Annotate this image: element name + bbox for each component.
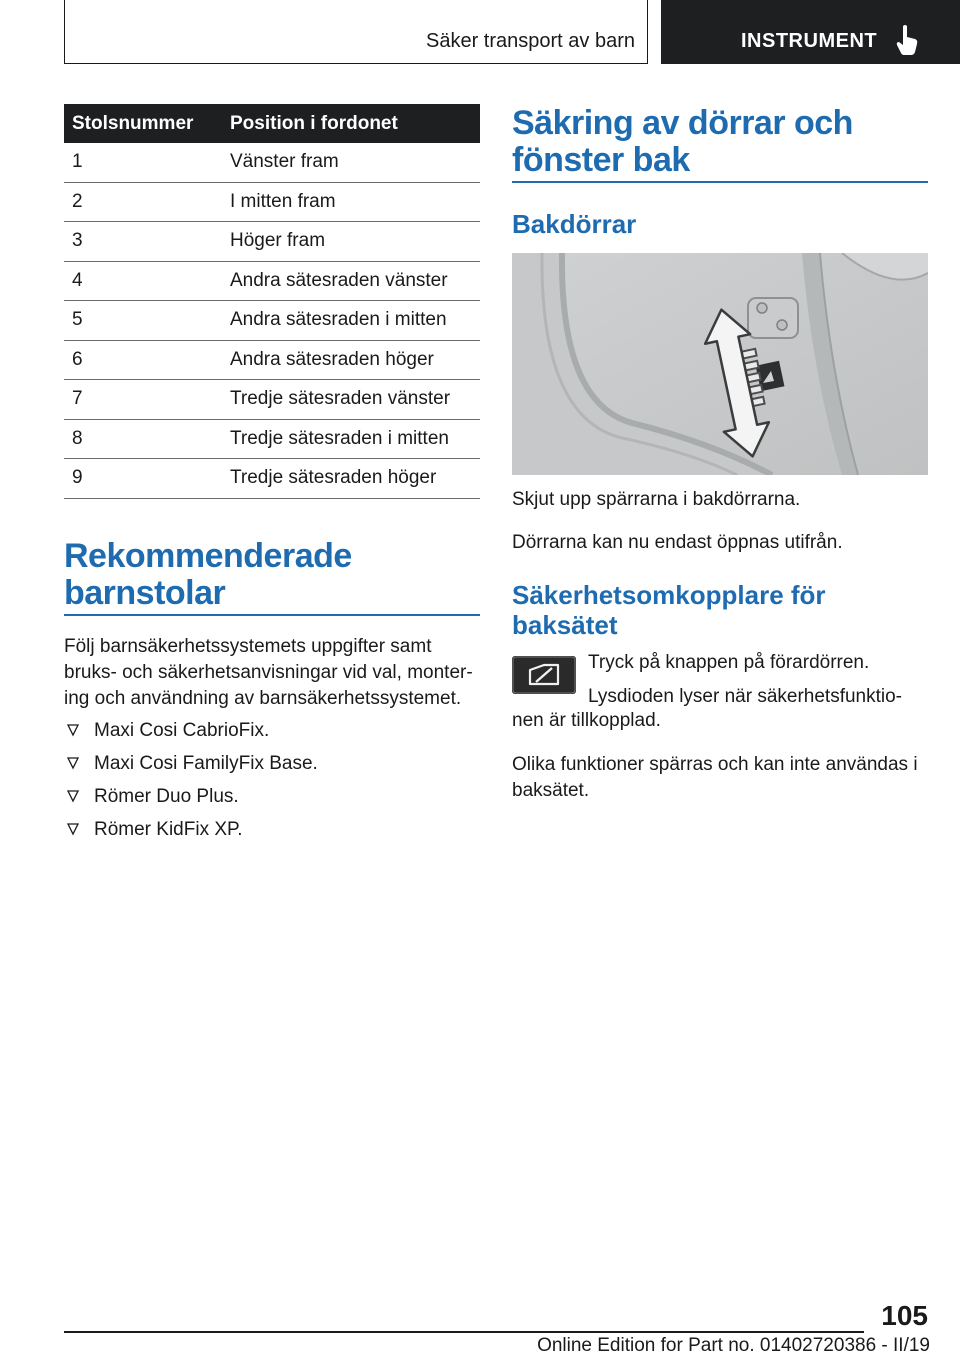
table-row [64,380,480,420]
table-row [64,459,480,499]
heading-rule [64,614,480,616]
edition-footer: Online Edition for Part no. 01402720386 - II/19 [537,1335,930,1356]
header-section-box [64,0,648,64]
window-lock-button-icon [512,656,576,694]
seat-number-cell: 2 [64,182,222,222]
seat-number-cell: 7 [64,380,222,420]
rear-door-result: Dörrarna kan nu endast öppnas utifrån. [512,532,843,553]
text-line: baksätet. [512,780,590,801]
seat-position-cell: Höger fram [222,222,480,262]
rear-seat-switch-heading [512,580,928,640]
seat-position-cell: Tredje sätesraden höger [222,459,480,499]
seat-position-cell: Tredje sätesraden i mitten [222,419,480,459]
functions-locked-text [512,752,928,804]
footer-rule [64,1331,864,1333]
seat-number-cell: 3 [64,222,222,262]
press-button-text: Tryck på knappen på förardörren. [588,652,870,673]
seat-position-cell: Andra sätesraden i mitten [222,301,480,341]
heading-line: baksätet [512,610,618,640]
list-item-label: Römer KidFix XP. [94,819,243,840]
table-row [64,340,480,380]
heading-line: Säkring av dörrar och [512,104,853,142]
list-item-label: Maxi Cosi FamilyFix Base. [94,753,318,774]
list-item [64,817,480,850]
text-line: Olika funktioner spärras och kan inte användas i [512,754,918,775]
rear-door-lock-illustration [512,253,928,475]
recommended-seats-heading [64,538,352,612]
seat-number-cell: 9 [64,459,222,499]
text-line: ing och användning av barnsäkerhetssystemet. [64,688,462,709]
table-row [64,143,480,182]
led-text-line1: Lysdioden lyser när säkerhetsfunktio- [588,686,903,707]
triangle-bullet-icon [66,723,80,737]
chapter-tab [661,0,960,64]
section-title: Säker transport av barn [426,30,635,52]
seat-position-cell: Andra sätesraden höger [222,340,480,380]
seat-number-cell: 6 [64,340,222,380]
chapter-tab-label: INSTRUMENT [741,30,878,52]
list-item-label: Römer Duo Plus. [94,786,239,807]
list-item [64,718,480,751]
list-item [64,784,480,817]
seat-position-cell: I mitten fram [222,182,480,222]
seat-number-cell: 1 [64,143,222,182]
rear-door-instruction: Skjut upp spärrarna i bakdörrarna. [512,489,801,510]
page-number: 105 [881,1300,928,1331]
recommended-seats-list [64,718,480,850]
seat-number-cell: 8 [64,419,222,459]
table-row [64,182,480,222]
triangle-bullet-icon [66,756,80,770]
table-header-row [64,104,480,143]
column-header: Stolsnummer [64,104,222,143]
text-line: bruks- och säkerhetsanvisningar vid val, monter- [64,662,473,683]
list-item-label: Maxi Cosi CabrioFix. [94,720,270,741]
doors-windows-heading [512,105,853,179]
rear-doors-heading: Bakdörrar [512,209,637,239]
table-row [64,222,480,262]
triangle-bullet-icon [66,822,80,836]
window-lock-icon [512,656,576,694]
table-row [64,301,480,341]
triangle-bullet-icon [66,789,80,803]
pointing-hand-icon [895,24,919,56]
led-text-line2: nen är tillkopplad. [512,710,661,731]
seat-number-cell: 4 [64,261,222,301]
seat-position-cell: Vänster fram [222,143,480,182]
heading-rule [512,181,928,183]
seat-number-table [64,104,480,499]
seat-position-cell: Tredje sätesraden vänster [222,380,480,420]
table-row [64,419,480,459]
heading-line: Rekommenderade [64,537,352,575]
table-row [64,261,480,301]
heading-line: Säkerhetsomkopplare för [512,580,826,610]
heading-line: fönster bak [512,141,690,179]
seat-number-cell: 5 [64,301,222,341]
list-item [64,751,480,784]
text-line: Följ barnsäkerhetssystemets uppgifter samt [64,636,432,657]
heading-line: barnstolar [64,574,226,612]
seat-position-cell: Andra sätesraden vänster [222,261,480,301]
recommended-intro [64,634,480,712]
column-header: Position i fordonet [222,104,480,143]
